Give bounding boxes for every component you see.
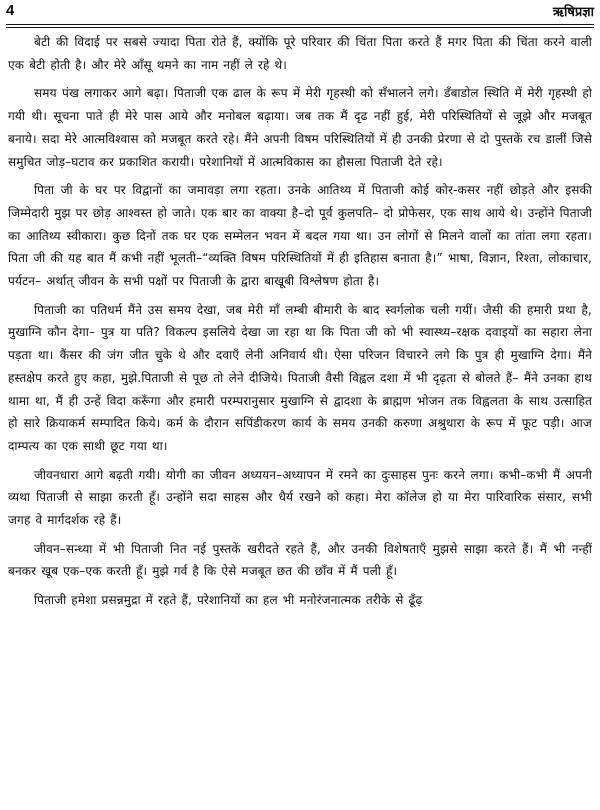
journal-title: ऋषिप्रज्ञा — [552, 5, 594, 20]
page-number: 4 — [6, 2, 15, 19]
paragraph-5: जीवनधारा आगे बढ़ती गयी। योगी का जीवन अध्ययन–अध्यापन में रमने का दुःसाहस पुनः करने लगा। कभी–कभी मैं अपनी व्यथा पिताजी से साझा करती हूँ। उन्होंने सदा साहस और धैर्य रखने को कहा। मेरा कॉलेज हो या मेरा पारिवारिक संसार, सभी जगह वे मार्गदर्शक रहे हैं। — [8, 467, 592, 528]
paragraph-1: बेटी की विदाई पर सबसे ज्यादा पिता रोते हैं, क्योंकि पूरे परिवार की चिंता पिता करते हैं मगर पिता की चिंता करने वाली एक बेटी होती है। और मेरे आँसू थमने का नाम नहीं ले रहे थे। — [8, 35, 592, 72]
page-header — [6, 2, 594, 22]
paragraph-6: जीवन–सन्ध्या में भी पिताजी नित नई पुस्तकें खरीदते रहते हैं, और उनकी विशेषताएँ मुझसे साझा करते हैं। मैं भी नन्हीं बनकर खूब एक–एक करती हूँ। मुझे गर्व है कि ऐसे मजबूत छत की छाँव में मैं पली हूँ। — [8, 541, 592, 579]
paragraph-2: समय पंख लगाकर आगे बढ़ा। पिताजी एक ढाल के रूप में मेरी गृहस्थी को सँभालने लगे। डँबाडोल स्थिति में मेरी गृहस्थी हो गयी थी। सूचना पाते ही मेरे पास आये और मनोबल बढ़ाया। जब तक मैं दृढ नहीं हुई, मेरी परिस्थितियों से जूझे और मजबूत बनाये। सदा मेरे आत्मविश्वास को मजबूत करते रहे। मैंने अपनी विषम परिस्थितियों में ही उनकी प्रेरणा से दो पुस्तकें रच डालीं जिसे समुचित जोड़–घटाव कर प्रकाशित करायी। परेशानियों में आत्मविकास का हौसला पिताजी देते रहे। — [8, 86, 592, 169]
header-rule-top — [6, 24, 594, 25]
article-body — [8, 31, 592, 618]
header-rule-bottom — [6, 27, 594, 28]
paragraph-7: पिताजी हमेशा प्रसन्नमुद्रा में रहते हैं, परेशानियों का हल भी मनोरंजनात्मक तरीके से ढूँढ़ — [34, 593, 423, 608]
paragraph-4: पिताजी का पतिधर्म मैंने उस समय देखा, जब मेरी माँ लम्बी बीमारी के बाद स्वर्गलोक चली गयीं। जैसी की हमारी प्रथा है, मुखाग्नि कौन देगा– पुत्र या पति? विकल्प इसलिये देखा जा रहा था कि पिता जी को भी स्वास्थ्य–रक्षक दवाइयों का सहारा लेना पड़ता था। कैंसर की जंग जीत चुके थे और दवाएँ लेनी अनिवार्य थी। ऐसा परिजन विचारने लगे कि पुत्र ही मुखाग्नि देगा। मैंने हस्तक्षेप करते हुए कहा, मुझे.पिताजी से पूछ तो लेने दीजिये। पिताजी वैसी विह्वल दशा में भी दृढ़ता से बोलते हैं– मैंने उनका हाथ थामा था, मैं ही उन्हें विदा करूँगा और हमारी परम्परानुसार मुखाग्नि से द्वादशा के ब्राह्मण भोजन तक विह्वलता के साथ उत्साहित हो सारे क्रियाकर्म सम्पादित किये। कर्म के दौरान सपिंडीकरण कार्य के समय उनकी करुणा अश्रुधारा के रूप में फूट पड़ी। आज दाम्पत्य का एक साथी छूट गया था। — [8, 302, 592, 453]
paragraph-3: पिता जी के घर पर विद्वानों का जमावड़ा लगा रहता। उनके आतिथ्य में पिताजी कोई कोर-कसर नहीं छोड़ते और इसकी जिम्मेदारी मुझ पर छोड़ आश्वस्त हो जाते। एक बार का वाक्या है–दो पूर्व कुलपति– दो प्रोफेसर, एक साथ आये थे। उन्होंने पिताजी का आतिथ्य स्वीकारा। कुछ दिनों तक घर एक सम्मेलन भवन में बदल गया था। उन लोगों से मिलने वालों का तांता लगा रहता। पिता जी की यह बात मैं कभी नहीं भूलती–“व्यक्ति विषम परिस्थितियों में ही इतिहास बनाता है।” भाषा, विज्ञान, रिश्ता, लोकाचार, पर्यटन– अर्थात् जीवन के सभी पक्षों पर पिताजी के द्वारा बाखूबी विश्लेषण होता है। — [8, 183, 592, 289]
